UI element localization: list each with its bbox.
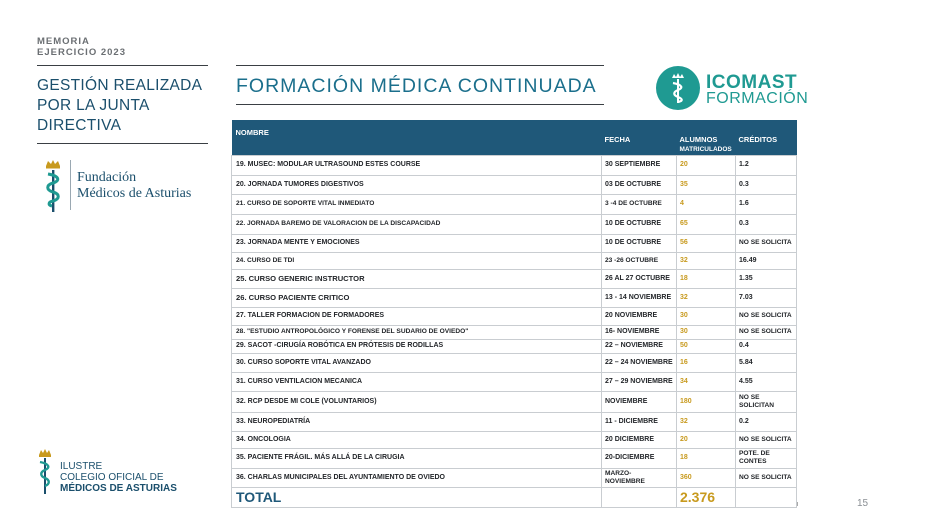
cell-alumnos: 20	[677, 431, 736, 448]
page-number: 15	[857, 498, 869, 509]
header-alumnos	[677, 120, 736, 155]
cell-alumnos: 32	[677, 252, 736, 269]
header-alumnos-line-2: MATRICULADOS	[679, 145, 732, 153]
cell-fecha: 11 - DICIEMBRE	[602, 412, 677, 431]
cell-creditos: 1.6	[736, 194, 797, 214]
cell-nombre: 30. CURSO SOPORTE VITAL AVANZADO	[232, 353, 602, 372]
total-creditos-empty	[736, 487, 797, 507]
table-row	[232, 339, 797, 353]
cell-alumnos: 56	[677, 234, 736, 252]
table-row	[232, 448, 797, 468]
fundacion-logo	[40, 158, 220, 214]
main-top-rule	[236, 65, 604, 66]
cell-fecha: 3 -4 DE OCTUBRE	[602, 194, 677, 214]
cell-creditos: 16.49	[736, 252, 797, 269]
cell-alumnos: 360	[677, 468, 736, 487]
courses-table-container	[231, 120, 796, 508]
cell-creditos: 5.84	[736, 353, 797, 372]
cell-nombre: 34. ONCOLOGIA	[232, 431, 602, 448]
cell-fecha: 22 – NOVIEMBRE	[602, 339, 677, 353]
cell-fecha: 23 -26 OCTUBRE	[602, 252, 677, 269]
cell-nombre: 20. JORNADA TUMORES DIGESTIVOS	[232, 175, 602, 194]
cell-fecha: MARZO- NOVIEMBRE	[602, 468, 677, 487]
cell-alumnos: 35	[677, 175, 736, 194]
table-row	[232, 269, 797, 288]
header-nombre: NOMBRE	[232, 120, 602, 155]
cell-alumnos: 30	[677, 325, 736, 339]
cell-creditos: NO SE SOLICITA	[736, 431, 797, 448]
cell-nombre: 25. CURSO GENERIC INSTRUCTOR	[232, 269, 602, 288]
cell-alumnos: 4	[677, 194, 736, 214]
cell-alumnos: 18	[677, 448, 736, 468]
ejercicio-label: EJERCICIO 2023	[37, 47, 126, 58]
left-top-rule	[37, 65, 208, 66]
cell-fecha: 16- NOVIEMBRE	[602, 325, 677, 339]
page-tick-mark	[797, 502, 798, 506]
cell-fecha: 20-DICIEMBRE	[602, 448, 677, 468]
table-row	[232, 194, 797, 214]
cell-nombre: 29. SACOT -CIRUGÍA ROBÓTICA EN PRÓTESIS DE RODILLAS	[232, 339, 602, 353]
cell-creditos: POTE. DE CONTES	[736, 448, 797, 468]
fundacion-line-2: Médicos de Asturias	[77, 186, 192, 201]
brand-subname: FORMACIÓN	[706, 90, 809, 107]
cell-fecha: 10 DE OCTUBRE	[602, 234, 677, 252]
cell-alumnos: 32	[677, 412, 736, 431]
cell-fecha: 22 – 24 NOVIEMBRE	[602, 353, 677, 372]
asclepius-icon	[656, 66, 700, 110]
cell-creditos: 1.2	[736, 155, 797, 175]
cell-creditos: NO SE SOLICITA	[736, 325, 797, 339]
cell-fecha: 30 SEPTIEMBRE	[602, 155, 677, 175]
total-alumnos: 2.376	[677, 487, 736, 507]
cell-nombre: 23. JORNADA MENTE Y EMOCIONES	[232, 234, 602, 252]
fundacion-name	[77, 170, 191, 202]
table-row	[232, 252, 797, 269]
cell-alumnos: 180	[677, 391, 736, 412]
cell-creditos: NO SE SOLICITA	[736, 234, 797, 252]
cell-alumnos: 50	[677, 339, 736, 353]
cell-fecha: 03 DE OCTUBRE	[602, 175, 677, 194]
memoria-label: MEMORIA	[37, 36, 90, 47]
cell-fecha: 26 AL 27 OCTUBRE	[602, 269, 677, 288]
header-fecha: FECHA	[602, 120, 677, 155]
report-header	[37, 36, 126, 58]
brand-name: ICOMAST	[706, 72, 798, 93]
section-title-line-2: POR LA JUNTA	[37, 97, 150, 114]
cell-creditos: NO SE SOLICITA	[736, 468, 797, 487]
cell-nombre: 28. "ESTUDIO ANTROPOLÓGICO Y FORENSE DEL SUDARIO DE OVIEDO"	[232, 325, 602, 339]
cell-alumnos: 20	[677, 155, 736, 175]
table-row	[232, 155, 797, 175]
cell-fecha: 20 NOVIEMBRE	[602, 307, 677, 325]
cell-creditos: 0.2	[736, 412, 797, 431]
table-total-row	[232, 487, 797, 507]
cell-nombre: 24. CURSO DE TDI	[232, 252, 602, 269]
page-title: FORMACIÓN MÉDICA CONTINUADA	[236, 75, 597, 97]
colegio-line-2: COLEGIO OFICIAL DE	[60, 472, 164, 483]
table-header-row	[232, 120, 797, 155]
cell-fecha: 10 DE OCTUBRE	[602, 214, 677, 234]
asclepius-crown-icon	[40, 158, 66, 214]
cell-alumnos: 18	[677, 269, 736, 288]
section-title-line-3: DIRECTIVA	[37, 117, 122, 134]
table-row	[232, 372, 797, 391]
cell-creditos: 0.3	[736, 175, 797, 194]
table-row	[232, 353, 797, 372]
table-row	[232, 214, 797, 234]
table-row	[232, 234, 797, 252]
cell-nombre: 19. MUSEC: MODULAR ULTRASOUND ESTES COURSE	[232, 155, 602, 175]
cell-creditos: NO SE SOLICITA	[736, 307, 797, 325]
table-row	[232, 431, 797, 448]
total-fecha-empty	[602, 487, 677, 507]
total-label: TOTAL	[232, 487, 602, 507]
cell-alumnos: 32	[677, 288, 736, 307]
cell-nombre: 36. CHARLAS MUNICIPALES DEL AYUNTAMIENTO DE OVIEDO	[232, 468, 602, 487]
table-row	[232, 175, 797, 194]
table-row	[232, 412, 797, 431]
cell-creditos: NO SE SOLICITAN	[736, 391, 797, 412]
colegio-logo	[36, 448, 216, 498]
left-bottom-rule	[37, 143, 208, 144]
cell-alumnos: 65	[677, 214, 736, 234]
table-row	[232, 288, 797, 307]
cell-fecha: NOVIEMBRE	[602, 391, 677, 412]
cell-nombre: 33. NEUROPEDIATRÍA	[232, 412, 602, 431]
colegio-line-3: MÉDICOS DE ASTURIAS	[60, 483, 177, 494]
cell-nombre: 31. CURSO VENTILACION MECANICA	[232, 372, 602, 391]
icomast-circle-icon	[656, 66, 700, 110]
table-row	[232, 307, 797, 325]
cell-nombre: 22. JORNADA BAREMO DE VALORACION DE LA DISCAPACIDAD	[232, 214, 602, 234]
courses-table	[231, 120, 797, 508]
cell-alumnos: 30	[677, 307, 736, 325]
asclepius-crown-icon	[36, 448, 54, 496]
cell-fecha: 27 – 29 NOVIEMBRE	[602, 372, 677, 391]
header-alumnos-line-1: ALUMNOS	[679, 135, 718, 144]
cell-creditos: 4.55	[736, 372, 797, 391]
cell-nombre: 35. PACIENTE FRÁGIL. MÁS ALLÁ DE LA CIRUGIA	[232, 448, 602, 468]
section-title-line-1: GESTIÓN REALIZADA	[37, 77, 203, 94]
main-bottom-rule	[236, 104, 604, 105]
fundacion-divider	[70, 160, 71, 210]
cell-nombre: 27. TALLER FORMACION DE FORMADORES	[232, 307, 602, 325]
cell-creditos: 0.4	[736, 339, 797, 353]
header-creditos: CRÉDITOS	[736, 120, 797, 155]
cell-creditos: 7.03	[736, 288, 797, 307]
section-title	[37, 76, 212, 136]
cell-nombre: 21. CURSO DE SOPORTE VITAL INMEDIATO	[232, 194, 602, 214]
cell-alumnos: 34	[677, 372, 736, 391]
colegio-name	[60, 461, 177, 494]
fundacion-line-1: Fundación	[77, 170, 137, 185]
cell-alumnos: 16	[677, 353, 736, 372]
colegio-line-1: ILUSTRE	[60, 461, 103, 472]
cell-creditos: 0.3	[736, 214, 797, 234]
cell-fecha: 13 - 14 NOVIEMBRE	[602, 288, 677, 307]
table-row	[232, 468, 797, 487]
cell-creditos: 1.35	[736, 269, 797, 288]
cell-fecha: 20 DICIEMBRE	[602, 431, 677, 448]
cell-nombre: 26. CURSO PACIENTE CRITICO	[232, 288, 602, 307]
cell-nombre: 32. RCP DESDE MI COLE (VOLUNTARIOS)	[232, 391, 602, 412]
icomast-formacion-logo	[656, 66, 809, 112]
table-row	[232, 391, 797, 412]
table-row	[232, 325, 797, 339]
